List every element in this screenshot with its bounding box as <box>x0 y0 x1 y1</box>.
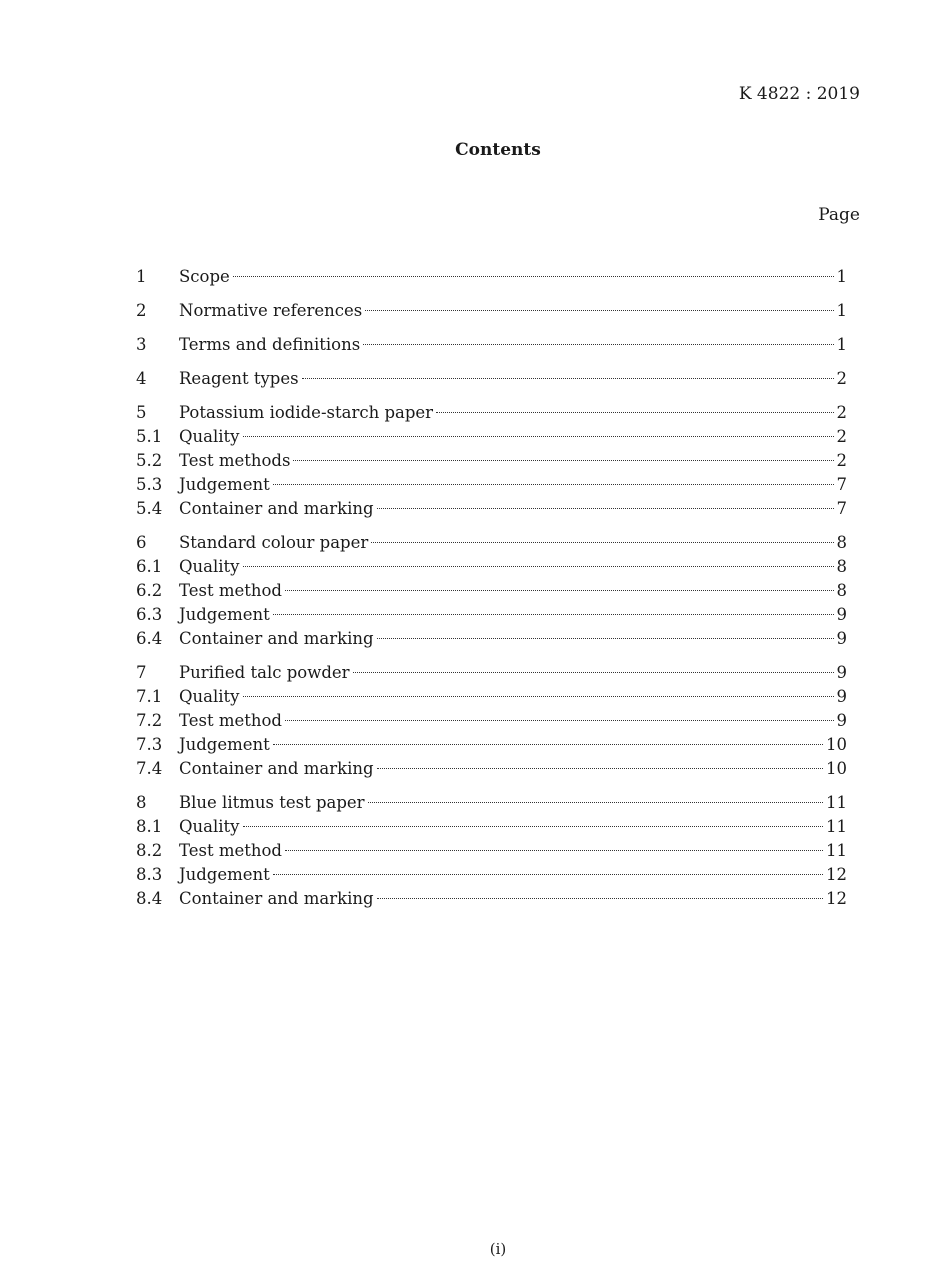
toc-entry[interactable] <box>136 603 847 627</box>
toc-entry-label[interactable]: Quality <box>179 817 240 836</box>
toc-entry-page[interactable]: 7 <box>836 475 847 494</box>
toc-entry-page[interactable]: 8 <box>836 581 847 600</box>
toc-entry-number: 6.4 <box>136 629 163 648</box>
dot-leader <box>243 826 824 827</box>
dot-leader <box>233 276 834 277</box>
toc-entry-label[interactable]: Normative references <box>179 301 363 320</box>
toc-entry-label[interactable]: Scope <box>179 267 230 286</box>
toc-entry-page[interactable]: 1 <box>836 335 847 354</box>
toc-entry-number: 5.2 <box>136 451 163 470</box>
dot-leader <box>285 720 834 721</box>
toc-entry[interactable] <box>136 709 847 733</box>
toc-entry-number: 4 <box>136 369 147 388</box>
toc-entry-label[interactable]: Purified talc powder <box>179 663 350 682</box>
toc-entry[interactable] <box>136 685 847 709</box>
toc-entry-page[interactable]: 1 <box>836 301 847 320</box>
toc-entry[interactable] <box>136 863 847 887</box>
toc-entry[interactable] <box>136 299 847 323</box>
toc-entry-page[interactable]: 2 <box>836 427 847 446</box>
toc-entry-page[interactable]: 8 <box>836 533 847 552</box>
dot-leader <box>377 768 823 769</box>
toc-entry-number: 2 <box>136 301 147 320</box>
toc-entry[interactable] <box>136 757 847 781</box>
toc-entry[interactable] <box>136 839 847 863</box>
toc-entry-page[interactable]: 9 <box>836 687 847 706</box>
toc-entry-label[interactable]: Judgement <box>179 865 270 884</box>
dot-leader <box>285 590 834 591</box>
dot-leader <box>243 436 834 437</box>
dot-leader <box>377 508 834 509</box>
dot-leader <box>363 344 833 345</box>
dot-leader <box>273 484 834 485</box>
toc-entry[interactable] <box>136 401 847 425</box>
toc-entry-label[interactable]: Quality <box>179 427 240 446</box>
toc-section <box>136 333 847 357</box>
toc-entry-label[interactable]: Container and marking <box>179 629 374 648</box>
toc-entry[interactable] <box>136 497 847 521</box>
toc-entry-page[interactable]: 2 <box>836 403 847 422</box>
dot-leader <box>273 614 834 615</box>
dot-leader <box>243 566 834 567</box>
toc-entry[interactable] <box>136 555 847 579</box>
toc-entry[interactable] <box>136 531 847 555</box>
toc-entry-number: 1 <box>136 267 147 286</box>
toc-entry-label[interactable]: Container and marking <box>179 499 374 518</box>
toc-entry-page[interactable]: 1 <box>836 267 847 286</box>
toc-entry-page[interactable]: 8 <box>836 557 847 576</box>
toc-entry-number: 5.1 <box>136 427 163 446</box>
toc-entry-page[interactable]: 9 <box>836 629 847 648</box>
toc-entry-number: 7.4 <box>136 759 163 778</box>
dot-leader <box>365 310 833 311</box>
toc-entry-page[interactable]: 2 <box>836 451 847 470</box>
dot-leader <box>273 874 823 875</box>
dot-leader <box>371 542 833 543</box>
page-number: (i) <box>489 1240 507 1258</box>
dot-leader <box>273 744 823 745</box>
toc-entry-page[interactable]: 9 <box>836 605 847 624</box>
toc-entry-number: 8 <box>136 793 147 812</box>
dot-leader <box>302 378 834 379</box>
toc-entry-page[interactable]: 12 <box>826 889 847 908</box>
toc-entry-label[interactable]: Test method <box>179 711 282 730</box>
page-column-label: Page <box>818 205 860 225</box>
dot-leader <box>243 696 834 697</box>
toc-entry-number: 5.3 <box>136 475 163 494</box>
dot-leader <box>293 460 833 461</box>
toc-section <box>136 299 847 323</box>
document-id: K 4822 : 2019 <box>738 84 860 104</box>
toc-entry-page[interactable]: 11 <box>826 817 847 836</box>
toc-entry-label[interactable]: Potassium iodide-starch paper <box>179 403 434 422</box>
toc-entry-label[interactable]: Quality <box>179 557 240 576</box>
toc-section <box>136 531 847 651</box>
toc-entry-page[interactable]: 7 <box>836 499 847 518</box>
toc-entry-number: 7.2 <box>136 711 163 730</box>
toc-entry-page[interactable]: 11 <box>826 841 847 860</box>
toc-entry-page[interactable]: 10 <box>826 759 847 778</box>
toc-entry-page[interactable]: 12 <box>826 865 847 884</box>
toc-entry-label[interactable]: Test method <box>179 841 282 860</box>
dot-leader <box>436 412 833 413</box>
dot-leader <box>377 898 823 899</box>
toc-entry-number: 8.1 <box>136 817 163 836</box>
dot-leader <box>353 672 834 673</box>
toc-section <box>136 661 847 781</box>
toc-entry[interactable] <box>136 367 847 391</box>
toc-entry[interactable] <box>136 333 847 357</box>
toc-section <box>136 791 847 911</box>
toc-entry-label[interactable]: Test method <box>179 581 282 600</box>
toc-entry[interactable] <box>136 815 847 839</box>
toc-entry[interactable] <box>136 661 847 685</box>
toc-entry-label[interactable]: Judgement <box>179 605 270 624</box>
toc-entry[interactable] <box>136 733 847 757</box>
toc-entry-page[interactable]: 10 <box>826 735 847 754</box>
toc-entry-label[interactable]: Container and marking <box>179 759 374 778</box>
toc-entry-number: 8.2 <box>136 841 163 860</box>
toc-section <box>136 265 847 289</box>
toc-entry-number: 8.3 <box>136 865 163 884</box>
toc-entry-number: 6 <box>136 533 147 552</box>
toc-entry[interactable] <box>136 449 847 473</box>
toc-entry[interactable] <box>136 887 847 911</box>
toc-entry[interactable] <box>136 579 847 603</box>
toc-entry-page[interactable]: 2 <box>836 369 847 388</box>
toc-entry-label[interactable]: Blue litmus test paper <box>179 793 365 812</box>
toc-entry-number: 6.3 <box>136 605 163 624</box>
toc-entry-label[interactable]: Test methods <box>179 451 291 470</box>
toc-entry-label[interactable]: Container and marking <box>179 889 374 908</box>
dot-leader <box>285 850 823 851</box>
contents-title: Contents <box>455 140 541 160</box>
toc-entry-number: 5 <box>136 403 147 422</box>
toc-entry-number: 3 <box>136 335 147 354</box>
toc-entry-number: 7 <box>136 663 147 682</box>
toc-entry-page[interactable]: 9 <box>836 711 847 730</box>
toc-entry-number: 7.1 <box>136 687 163 706</box>
toc-entry[interactable] <box>136 627 847 651</box>
toc-entry-label[interactable]: Reagent types <box>179 369 299 388</box>
toc-entry-number: 7.3 <box>136 735 163 754</box>
toc-entry[interactable] <box>136 425 847 449</box>
dot-leader <box>368 802 823 803</box>
toc-section <box>136 401 847 521</box>
toc-entry[interactable] <box>136 791 847 815</box>
toc-entry-page[interactable]: 9 <box>836 663 847 682</box>
toc-entry-number: 8.4 <box>136 889 163 908</box>
toc-entry-number: 6.2 <box>136 581 163 600</box>
toc-entry[interactable] <box>136 473 847 497</box>
dot-leader <box>377 638 834 639</box>
toc-entry-label[interactable]: Terms and definitions <box>179 335 361 354</box>
toc-section <box>136 367 847 391</box>
toc-entry-number: 6.1 <box>136 557 163 576</box>
toc-entry-label[interactable]: Judgement <box>179 475 270 494</box>
toc-entry-label[interactable]: Judgement <box>179 735 270 754</box>
toc-entry-page[interactable]: 11 <box>826 793 847 812</box>
table-of-contents <box>136 265 847 921</box>
toc-entry-label[interactable]: Quality <box>179 687 240 706</box>
toc-entry-number: 5.4 <box>136 499 163 518</box>
toc-entry-label[interactable]: Standard colour paper <box>179 533 369 552</box>
toc-entry[interactable] <box>136 265 847 289</box>
